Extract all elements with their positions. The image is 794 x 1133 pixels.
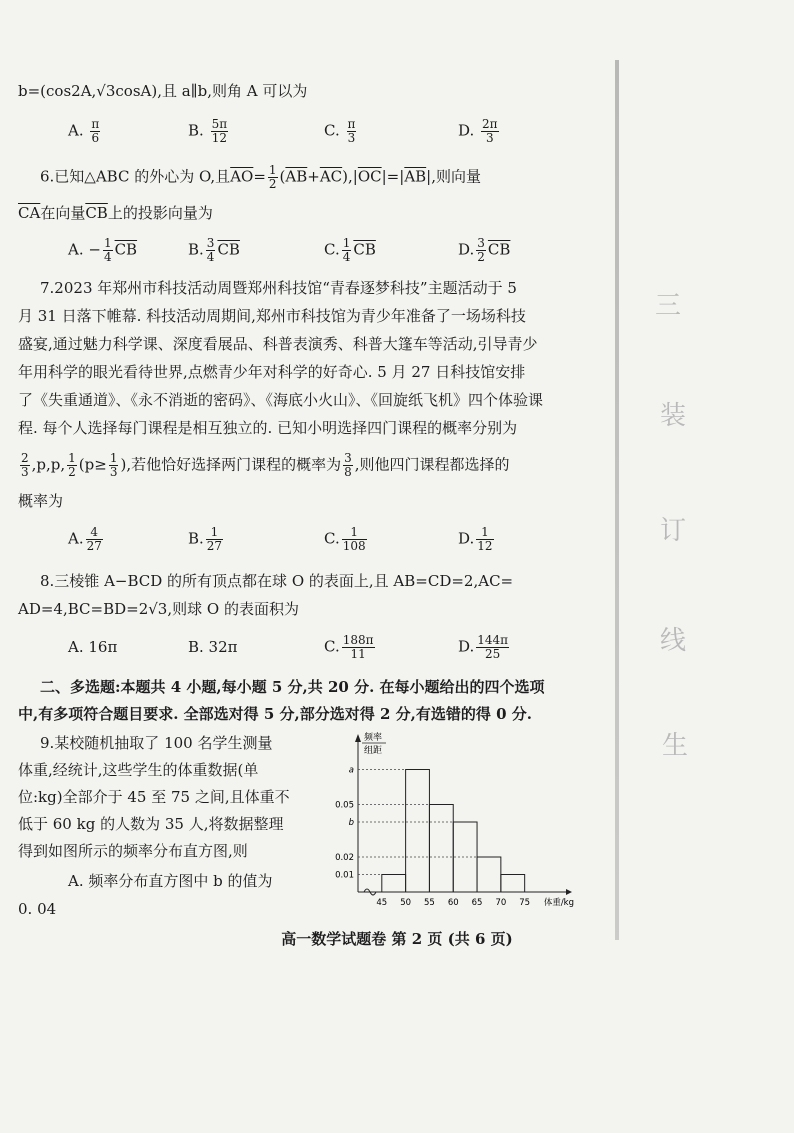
histogram-bar-2 — [406, 770, 430, 893]
q8-stem-line1: 8.三棱锥 A−BCD 的所有顶点都在球 O 的表面上,且 AB=CD=2,AC= — [40, 572, 514, 590]
q9-stem-line: 位:kg)全部介于 45 至 75 之间,且体重不 — [18, 788, 290, 806]
y-tick-label: a — [348, 765, 354, 776]
histogram-bar-1 — [382, 875, 406, 893]
y-axis-label-denominator: 组距 — [364, 746, 383, 756]
q9-stem-line: 低于 60 kg 的人数为 35 人,将数据整理 — [18, 815, 284, 833]
q8-option-b[interactable]: B. 32π — [188, 638, 238, 656]
histogram-bar-4 — [453, 822, 477, 892]
x-tick-label: 55 — [424, 898, 435, 908]
q8-option-d[interactable]: D. $\frac{144\pi}{25}$ — [458, 633, 509, 661]
y-tick-label: 0.05 — [335, 800, 354, 811]
q7-stem-line: 月 31 日落下帷幕. 科技活动周期间,郑州市科技馆为青少年准备了一场场科技 — [18, 307, 526, 325]
q7-stem-line: 7.2023 年郑州市科技活动周暨郑州科技馆“青春逐梦科技”主题活动于 5 — [40, 279, 517, 297]
x-axis-label: 体重/kg — [543, 898, 574, 908]
frequency-histogram — [330, 728, 580, 914]
q8-option-c[interactable]: C. $\frac{188\pi}{11}$ — [324, 633, 374, 661]
q5-option-a[interactable]: A. $\frac{\pi}{6}$ — [68, 117, 100, 145]
y-tick-label: 0.02 — [335, 853, 354, 863]
histogram-bar-6 — [501, 875, 525, 893]
q7-stem-line: 年用科学的眼光看待世界,点燃青少年对科学的好奇心. 5 月 27 日科技馆安排 — [18, 363, 526, 381]
histogram-bar-5 — [477, 857, 501, 892]
q8-option-a[interactable]: A. 16π — [68, 638, 118, 656]
bleed-through-mark: 生 — [662, 731, 689, 761]
q9-stem-line: 得到如图所示的频率分布直方图,则 — [18, 842, 248, 860]
q6-option-b[interactable]: B. $\frac{3}{4}$ $\overline{CB}$ — [188, 236, 240, 264]
bleed-through-mark: 三 — [655, 291, 682, 321]
q9-stem-line: 体重,经统计,这些学生的体重数据(单 — [18, 761, 259, 779]
q9-stem-line: 9.某校随机抽取了 100 名学生测量 — [40, 734, 273, 752]
q9-option-a-value: 0. 04 — [18, 900, 57, 918]
y-axis-arrow-icon — [355, 734, 361, 742]
q5-option-d[interactable]: D. $\frac{2\pi}{3}$ — [458, 117, 498, 145]
q5-stem-tail: b=(cos2A,√3cosA),且 a∥b,则角 A 可以为 — [18, 82, 308, 100]
q7-stem-line: 程. 每个人选择每门课程是相互独立的. 已知小明选择四门课程的概率分别为 — [18, 419, 518, 437]
section-2-heading-line2: 中,有多项符合题目要求. 全部选对得 5 分,部分选对得 2 分,有选错的得 0 分. — [18, 705, 532, 723]
q6-stem-line1: 6.已知△ABC 的外心为 O,且$\overline{AO}=$ $\frac{1}{2}$ $(\overline{AB}+\overline{AC}),|\overline{OC}|=|\overline{AB}|$,则向量 — [40, 163, 481, 191]
bleed-through-mark: 线 — [660, 626, 687, 656]
q5-option-c[interactable]: C. $\frac{\pi}{3}$ — [324, 117, 356, 145]
q7-option-a[interactable]: A. $\frac{4}{27}$ — [68, 525, 102, 553]
page-fold-shadow — [615, 60, 619, 940]
bleed-through-mark: 装 — [660, 401, 687, 431]
x-tick-label: 70 — [495, 898, 507, 908]
q7-option-b[interactable]: B. $\frac{1}{27}$ — [188, 525, 223, 553]
y-axis-label-numerator: 频率 — [364, 733, 383, 743]
q9-option-a[interactable]: A. 频率分布直方图中 b 的值为 — [68, 872, 273, 890]
q7-option-d[interactable]: D. $\frac{1}{12}$ — [458, 525, 493, 553]
x-tick-label: 45 — [376, 898, 388, 908]
page-footer: 高一数学试题卷 第 2 页 (共 6 页) — [281, 930, 513, 948]
y-tick-label: b — [348, 818, 354, 828]
q8-stem-line2: AD=4,BC=BD=2√3,则球 O 的表面积为 — [18, 600, 299, 618]
section-2-heading-line1: 二、多选题:本题共 4 小题,每小题 5 分,共 20 分. 在每小题给出的四个选项 — [40, 678, 545, 696]
q7-stem-line: 盛宴,通过魅力科学课、深度看展品、科普表演秀、科普大篷车等活动,引导青少 — [18, 335, 538, 353]
histogram-bar-3 — [429, 805, 453, 893]
q7-option-c[interactable]: C. $\frac{1}{108}$ — [324, 525, 366, 553]
y-tick-label: 0.01 — [335, 870, 354, 881]
x-tick-label: 60 — [447, 898, 459, 908]
q6-option-d[interactable]: D. $\frac{3}{2}$ $\overline{CB}$ — [458, 236, 511, 264]
q7-stem-line: 了《失重通道》、《永不消逝的密码》、《海底小火山》、《回旋纸飞机》四个体验课 — [18, 391, 544, 409]
x-tick-label: 65 — [471, 898, 483, 908]
q6-option-a[interactable]: A. − $\frac{1}{4}$ $\overline{CB}$ — [68, 236, 138, 264]
q7-probability-line: $\frac{2}{3}$ ,p,p, $\frac{1}{2}$ (p≥ $\frac{1}{3}$ ),若他恰好选择两门课程的概率为 $\frac{3}{8}$ ,则他四门课程都选择的 — [21, 451, 510, 479]
q6-stem-line2: $\overline{CA}$在向量$\overline{CB}$上的投影向量为 — [18, 204, 213, 222]
q7-stem-last: 概率为 — [18, 492, 64, 510]
q6-option-c[interactable]: C. $\frac{1}{4}$ $\overline{CB}$ — [324, 236, 376, 264]
x-tick-label: 75 — [519, 898, 531, 908]
x-axis-arrow-icon — [566, 889, 572, 895]
bleed-through-mark: 订 — [660, 516, 687, 546]
q5-option-b[interactable]: B. $\frac{5\pi}{12}$ — [188, 117, 228, 145]
x-tick-label: 50 — [400, 898, 412, 908]
